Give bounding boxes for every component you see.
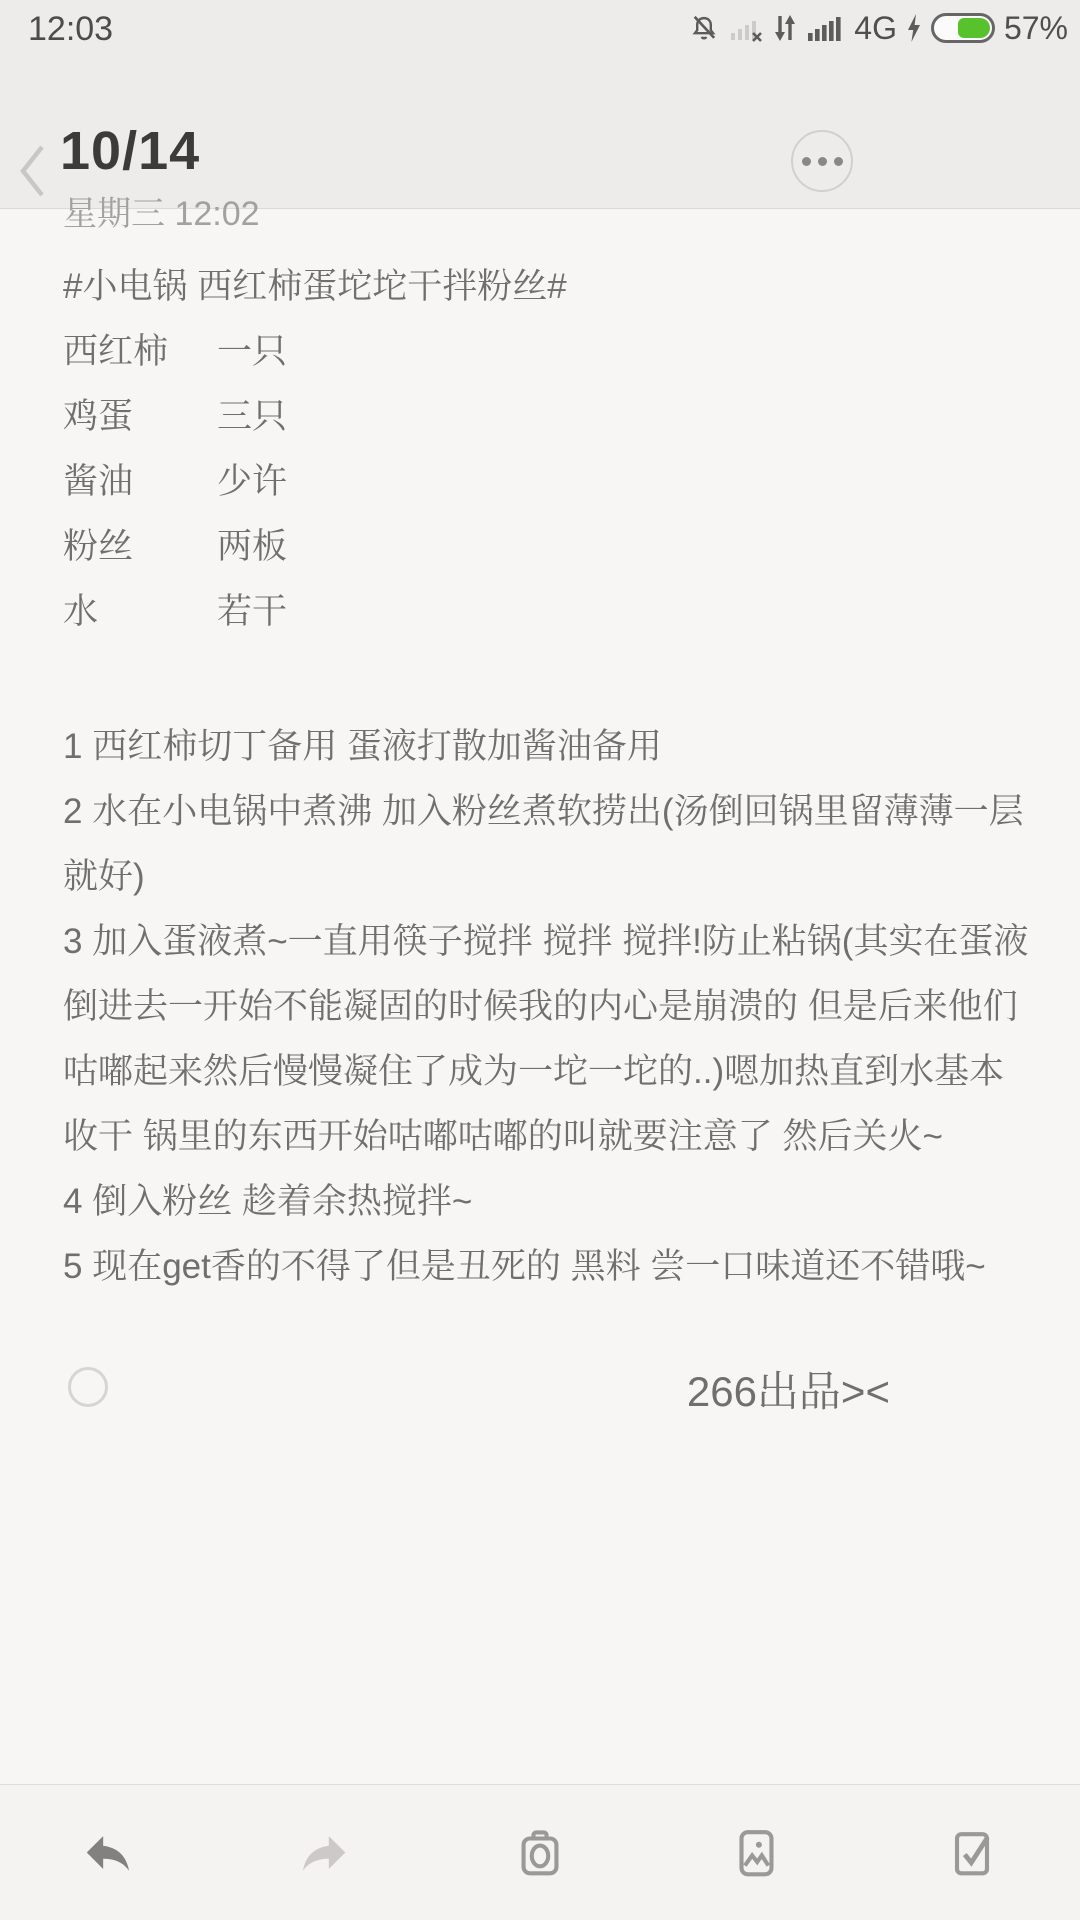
checklist-button[interactable]: [864, 1785, 1080, 1920]
step-line: 5 现在get香的不得了但是丑死的 黑料 尝一口味道还不错哦~: [63, 1247, 986, 1286]
more-options-button[interactable]: [791, 130, 853, 192]
step-line: 就好): [63, 857, 145, 896]
note-header: [0, 56, 1080, 233]
undo-button[interactable]: [0, 1785, 216, 1920]
note-editor[interactable]: [0, 210, 1080, 1783]
step-line: 2 水在小电锅中煮沸 加入粉丝煮软捞出(汤倒回锅里留薄薄一层: [63, 792, 1024, 831]
status-bar: [0, 0, 1080, 56]
data-transfer-icon: [772, 13, 798, 43]
battery-fill: [958, 18, 990, 38]
status-icon-group: [688, 0, 1068, 56]
battery-icon: [931, 13, 995, 43]
charging-bolt-icon: [906, 13, 922, 43]
camera-button[interactable]: [432, 1785, 648, 1920]
battery-percent-label: 57%: [1003, 9, 1068, 46]
mute-icon: [688, 12, 720, 44]
blank-line: [63, 644, 1035, 714]
redo-icon: [295, 1824, 353, 1882]
clock: 12:03: [28, 10, 114, 48]
note-footer-row: [63, 1357, 1035, 1427]
note-title-line: #小电锅 西红柿蛋坨坨干拌粉丝#: [63, 267, 567, 306]
checkbox-circle-icon[interactable]: [68, 1367, 108, 1407]
ingredient-row: 粉丝 两板: [63, 527, 288, 566]
undo-icon: [79, 1824, 137, 1882]
network-type-label: 4G: [854, 9, 897, 46]
ingredient-row: 西红柿 一只: [63, 332, 288, 371]
signal-strength-icon: [807, 13, 845, 43]
step-line: 咕嘟起来然后慢慢凝住了成为一坨一坨的..)嗯加热直到水基本: [63, 1052, 1005, 1091]
credit-text: 266出品><: [686, 1368, 890, 1415]
redo-button[interactable]: [216, 1785, 432, 1920]
more-dots-icon: [802, 157, 811, 166]
note-date-title: 10/14: [60, 121, 201, 181]
ingredient-row: 鸡蛋 三只: [63, 397, 288, 436]
back-icon[interactable]: [16, 142, 48, 205]
sim-no-signal-icon: [729, 13, 763, 43]
step-line: 3 加入蛋液煮~一直用筷子搅拌 搅拌 搅拌!防止粘锅(其实在蛋液: [63, 922, 1029, 961]
camera-icon: [511, 1824, 569, 1882]
ingredient-row: 水 若干: [63, 592, 288, 631]
editor-toolbar: [0, 1784, 1080, 1920]
checklist-icon: [943, 1824, 1001, 1882]
insert-image-button[interactable]: [648, 1785, 864, 1920]
step-line: 收干 锅里的东西开始咕嘟咕嘟的叫就要注意了 然后关火~: [63, 1117, 943, 1156]
note-timestamp: 星期三 12:02: [63, 195, 260, 233]
ingredient-row: 酱油 少许: [63, 462, 288, 501]
step-line: 倒进去一开始不能凝固的时候我的内心是崩溃的 但是后来他们: [63, 987, 1018, 1026]
step-line: 4 倒入粉丝 趁着余热搅拌~: [63, 1182, 473, 1221]
step-line: 1 西红柿切丁备用 蛋液打散加酱油备用: [63, 727, 662, 766]
gallery-icon: [727, 1824, 785, 1882]
